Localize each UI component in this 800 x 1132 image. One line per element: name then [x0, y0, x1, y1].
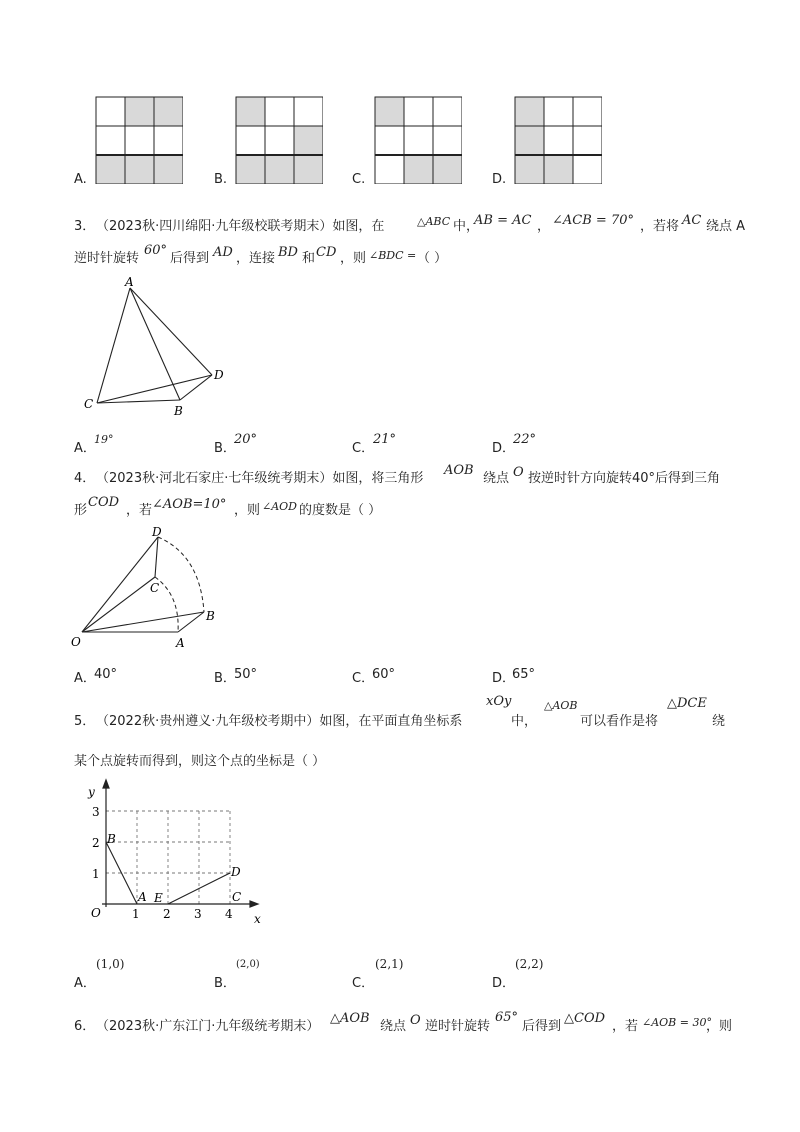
q5-coordinate-figure — [80, 775, 280, 930]
q6-around: 绕点 — [380, 1019, 407, 1034]
q2-option-a-grid — [95, 96, 183, 184]
q3-edge-ad — [130, 288, 212, 375]
q6-triangle-aob: △AOB — [330, 1011, 370, 1026]
q4-given-aob: ∠AOB=10° — [152, 497, 227, 512]
q3-option-d-letter: D． — [492, 441, 516, 456]
q5-option-c-value: (2,1) — [375, 957, 404, 971]
q5-xtick-1: 1 — [132, 907, 140, 921]
q5-option-c-letter: C． — [352, 976, 375, 991]
q3-edge-ab — [130, 288, 180, 400]
q4-option-b-value: 50° — [234, 667, 258, 682]
q5-option-a-value: (1,0) — [96, 957, 125, 971]
q3-edge-ac — [97, 288, 130, 403]
q6-number: 6． — [74, 1019, 96, 1034]
q3-option-a-letter: A． — [74, 441, 96, 456]
grid-cell-r1c1 — [125, 126, 154, 155]
q3-option-d-value: 22° — [513, 432, 537, 447]
q4-edge-od — [82, 537, 158, 632]
q3-option-b-value: 20° — [234, 432, 258, 447]
q3-figure — [70, 270, 240, 420]
q5-label-b: B — [107, 832, 116, 846]
q4-shape: 形 — [74, 503, 88, 518]
q4-rotate: 按逆时针方向旋转40°后得到三角 — [528, 471, 721, 486]
q3-option-b-letter: B． — [214, 441, 236, 456]
q3-label-d: D — [214, 368, 224, 382]
q3-angle-60: 60° — [144, 243, 168, 258]
q3-segment-ac: AC — [682, 213, 702, 228]
q6-point-o: O — [410, 1013, 421, 1028]
q3-ask-angle-bdc: ∠BDC = — [369, 249, 417, 262]
q3-rotate-about-a: 绕点 A — [706, 219, 746, 234]
q4-label-a: A — [176, 636, 185, 650]
q4-option-a-value: 40° — [94, 667, 118, 682]
q3-option-c-value: 21° — [373, 432, 397, 447]
q3-condition-acb: ∠ACB = 70° — [552, 213, 634, 228]
q3-paren: （ ） — [417, 251, 448, 266]
q6-rotate: 逆时针旋转 — [425, 1019, 491, 1034]
grid-cell-r0c1 — [125, 97, 154, 126]
q4-edge-ob — [82, 612, 204, 632]
q4-point-o: O — [513, 465, 524, 480]
grid-cell-r1c1 — [544, 126, 573, 155]
q4-then: ，则 — [234, 503, 261, 518]
grid-cell-r0c2 — [433, 97, 462, 126]
q2-option-d-letter: D. — [492, 172, 507, 187]
q5-option-d-letter: D． — [492, 976, 516, 991]
q3-ccw: 逆时针旋转 — [74, 251, 140, 266]
q3-connect: ，连接 — [236, 251, 276, 266]
grid-cell-r2c2 — [154, 155, 183, 184]
q4-ask-angle-aod: ∠AOD — [262, 500, 297, 513]
q3-if: ，若将 — [640, 219, 680, 234]
q4-label-b: B — [206, 609, 215, 623]
q5-label-d: D — [231, 865, 241, 879]
grid-cell-r2c2 — [294, 155, 323, 184]
q5-ytick-2: 2 — [92, 836, 100, 850]
q4-option-c-letter: C． — [352, 671, 375, 686]
q5-dashed-grid — [106, 811, 230, 904]
q3-label-b: B — [174, 404, 183, 418]
q5-label-a: A — [138, 890, 147, 904]
grid-cell-r2c2 — [573, 155, 602, 184]
grid-cell-r0c2 — [573, 97, 602, 126]
q4-arc-outer — [158, 537, 204, 612]
q4-option-c-value: 60° — [372, 667, 396, 682]
q3-segment-bd: BD — [278, 245, 298, 260]
grid-cell-r2c1 — [544, 155, 573, 184]
q5-in: 中， — [511, 714, 538, 729]
q3-segment-cd: CD — [316, 245, 337, 260]
q2-option-d-grid — [514, 96, 602, 184]
q3-source: （2023秋·四川绵阳·九年级校联考期末）如图，在 — [96, 219, 385, 234]
q5-ytick-1: 1 — [92, 867, 100, 881]
q4-option-b-letter: B． — [214, 671, 236, 686]
grid-cell-r1c2 — [433, 126, 462, 155]
q2-option-c-grid — [374, 96, 462, 184]
q5-xtick-4: 4 — [225, 907, 233, 921]
q5-xtick-2: 2 — [163, 907, 171, 921]
q5-y-label: y — [88, 785, 95, 799]
q4-around: 绕点 — [483, 471, 510, 486]
q2-option-c-letter: C. — [352, 172, 366, 187]
grid-cell-r0c0 — [375, 97, 404, 126]
q3-label-c: C — [84, 397, 94, 411]
q3-segment-ad: AD — [213, 245, 233, 260]
q3-condition-ab-ac: AB = AC — [474, 213, 532, 228]
q3-option-a-value: 19° — [94, 433, 114, 446]
grid-cell-r1c2 — [294, 126, 323, 155]
q3-after: 后得到 — [170, 251, 210, 266]
q3-and: 和 — [302, 251, 316, 266]
q5-option-d-value: (2,2) — [515, 957, 544, 971]
q4-label-o: O — [71, 635, 81, 649]
q5-label-c: C — [232, 890, 242, 904]
q4-triangle-cod: COD — [88, 495, 120, 510]
grid-cell-r0c1 — [265, 97, 294, 126]
grid-cell-r2c1 — [125, 155, 154, 184]
q6-then: ，则 — [706, 1019, 733, 1034]
grid-cell-r0c0 — [515, 97, 544, 126]
q3-label-a: A — [125, 275, 134, 289]
q3-triangle-abc: △ABC — [417, 215, 451, 228]
grid-cell-r2c0 — [375, 155, 404, 184]
grid-cell-r1c1 — [265, 126, 294, 155]
q5-x-arrow — [250, 901, 258, 907]
q4-edge-oc — [82, 577, 155, 632]
q6-if: ，若 — [612, 1019, 639, 1034]
q4-edge-ab — [178, 612, 204, 632]
q5-xoy: xOy — [486, 694, 512, 709]
q4-option-d-letter: D． — [492, 671, 516, 686]
q5-number: 5． — [74, 714, 96, 729]
grid-cell-r1c0 — [96, 126, 125, 155]
q4-ask-degrees: 的度数是（ ） — [299, 503, 382, 518]
grid-cell-r0c0 — [96, 97, 125, 126]
q2-option-b-grid — [235, 96, 323, 184]
q5-stem-line2: 某个点旋转而得到，则这个点的坐标是（ ） — [74, 754, 326, 769]
q5-option-b-value: (2,0) — [236, 959, 260, 970]
grid-cell-r0c0 — [236, 97, 265, 126]
grid-cell-r2c0 — [236, 155, 265, 184]
q3-option-c-letter: C． — [352, 441, 375, 456]
q4-edge-cd — [155, 537, 158, 577]
grid-cell-r2c2 — [433, 155, 462, 184]
q6-after: 后得到 — [522, 1019, 562, 1034]
q4-if: ，若 — [126, 503, 153, 518]
grid-cell-r1c2 — [573, 126, 602, 155]
q5-ytick-3: 3 — [92, 805, 100, 819]
grid-cell-r2c0 — [96, 155, 125, 184]
q4-source: （2023秋·河北石家庄·七年级统考期末）如图，将三角形 — [96, 471, 424, 486]
q5-origin-label: O — [91, 906, 101, 920]
grid-cell-r2c1 — [265, 155, 294, 184]
grid-cell-r1c0 — [375, 126, 404, 155]
q5-option-a-letter: A． — [74, 976, 96, 991]
q5-label-e: E — [154, 891, 163, 905]
q6-given-aob: ∠AOB = 30° — [642, 1016, 712, 1029]
q3-number: 3． — [74, 219, 96, 234]
grid-cell-r1c0 — [236, 126, 265, 155]
grid-cell-r0c1 — [544, 97, 573, 126]
q6-triangle-cod: △COD — [564, 1011, 606, 1026]
grid-cell-r2c1 — [404, 155, 433, 184]
grid-cell-r2c0 — [515, 155, 544, 184]
q4-option-d-value: 65° — [512, 667, 536, 682]
q4-triangle-aob: AOB — [444, 463, 474, 478]
q4-figure — [70, 525, 230, 655]
grid-cell-r0c2 — [294, 97, 323, 126]
q5-as-if: 可以看作是将 — [580, 714, 659, 729]
q3-in: 中， — [453, 219, 480, 234]
q5-xtick-3: 3 — [194, 907, 202, 921]
q4-label-c: C — [150, 581, 160, 595]
q5-rotate: 绕 — [712, 714, 726, 729]
q4-label-d: D — [152, 525, 162, 539]
q2-option-a-letter: A. — [74, 172, 87, 187]
grid-cell-r1c1 — [404, 126, 433, 155]
q5-triangle-aob: △AOB — [544, 699, 578, 712]
grid-cell-r0c2 — [154, 97, 183, 126]
q5-triangle-dce: △DCE — [667, 696, 707, 711]
q5-x-label: x — [254, 912, 261, 926]
q6-source: （2023秋·广东江门·九年级统考期末） — [96, 1019, 320, 1034]
q2-option-b-letter: B. — [214, 172, 228, 187]
q3-comma: ， — [537, 219, 551, 234]
q5-source: （2022秋·贵州遵义·九年级校考期中）如图，在平面直角坐标系 — [96, 714, 463, 729]
grid-cell-r0c1 — [404, 97, 433, 126]
grid-cell-r1c2 — [154, 126, 183, 155]
q6-angle-65: 65° — [495, 1010, 519, 1025]
grid-cell-r1c0 — [515, 126, 544, 155]
q4-option-a-letter: A． — [74, 671, 96, 686]
q3-then: ，则 — [340, 251, 367, 266]
q5-y-arrow — [103, 780, 109, 788]
q5-option-b-letter: B． — [214, 976, 236, 991]
q4-number: 4． — [74, 471, 96, 486]
